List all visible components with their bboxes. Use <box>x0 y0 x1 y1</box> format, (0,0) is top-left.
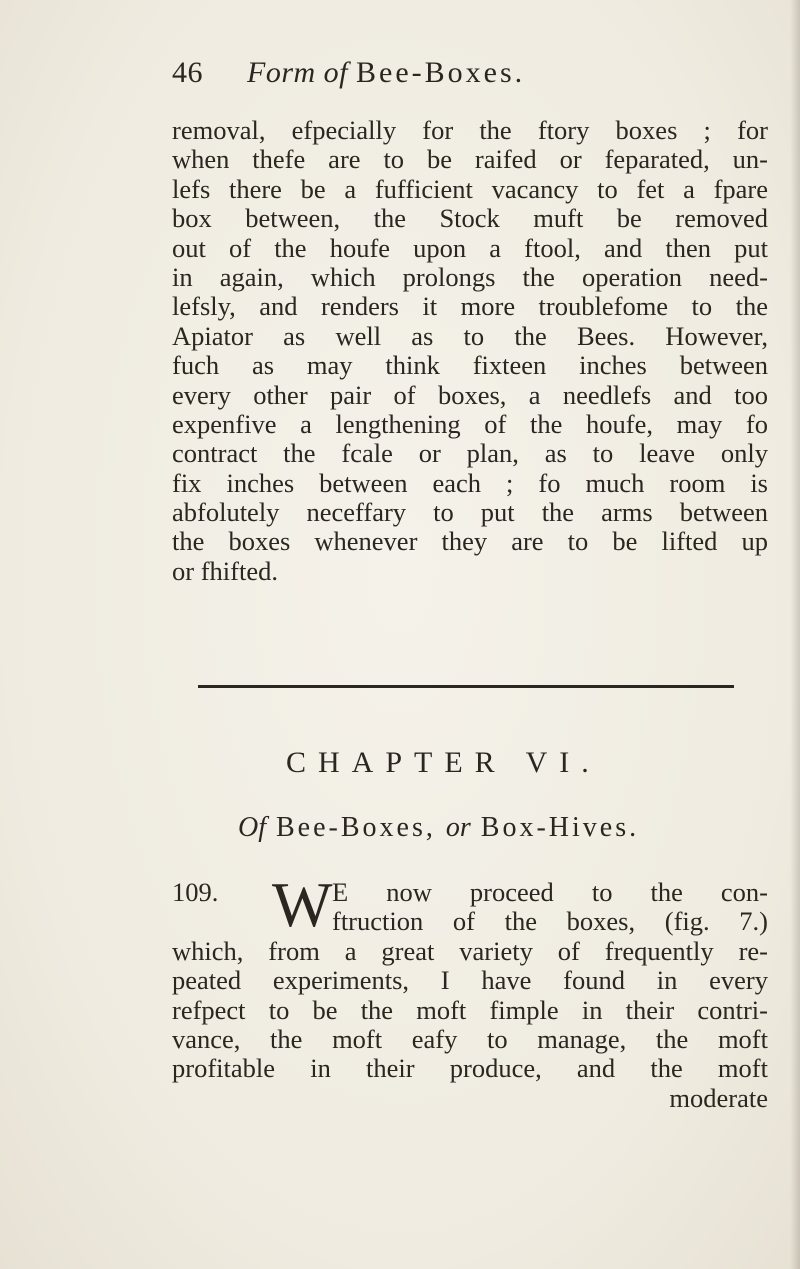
drop-cap: W <box>272 869 333 940</box>
page-edge-shadow <box>790 0 800 1269</box>
text-line: fix inches between each ; fo much room is <box>172 467 768 498</box>
text-line <box>172 878 768 907</box>
text-line: box between, the Stock muft be removed <box>172 203 768 234</box>
running-title-italic: Form of <box>247 56 348 89</box>
text-line: expenfive a lengthening of the houfe, may fo <box>172 408 768 439</box>
text-line: removal, efpecially for the ftory boxes ; for <box>172 115 768 145</box>
text-line: vance, the moft eafy to manage, the moft <box>172 1023 768 1054</box>
text-line: contract the fcale or plan, as to leave only <box>172 438 768 469</box>
text-line: lefs there be a fufficient vacancy to fet a fpare <box>172 173 768 204</box>
catchword: moderate <box>669 1082 768 1113</box>
subtitle-of: Of <box>238 812 266 843</box>
subtitle-main: Bee-Boxes, <box>276 812 436 843</box>
text-line: every other pair of boxes, a needlefs and too <box>172 379 768 410</box>
text-line: when thefe are to be raifed or feparated, un- <box>172 144 768 175</box>
section-number: 109. <box>172 877 219 907</box>
text-line: fuch as may think fixteen inches between <box>172 350 768 381</box>
text-line <box>172 907 768 936</box>
text-line: the boxes whenever they are to be lifted up <box>172 526 768 557</box>
text-line: profitable in their produce, and the moft <box>172 1053 768 1084</box>
paragraph-2 <box>172 869 768 1113</box>
subtitle-end: Box-Hives. <box>480 812 640 843</box>
text-line: refpect to be the moft fimple in their contri- <box>172 994 768 1025</box>
text-line: or fhifted. <box>172 555 278 586</box>
running-head <box>172 56 525 90</box>
second-line-rest: ftruction of the boxes, (fig. 7.) <box>332 906 768 937</box>
page-number: 46 <box>172 56 203 89</box>
text-line: Apiator as well as to the Bees. However, <box>172 320 768 351</box>
text-line: out of the houfe upon a ftool, and then put <box>172 232 768 263</box>
text-line: lefsly, and renders it more troublefome to the <box>172 291 768 322</box>
first-line-rest: E now proceed to the con- <box>332 877 768 907</box>
chapter-heading: CHAPTER VI. <box>286 746 601 779</box>
section-divider-rule <box>198 685 734 688</box>
paragraph-1 <box>172 116 768 586</box>
chapter-subtitle <box>238 812 639 844</box>
subtitle-or: or <box>445 812 471 843</box>
text-line: abfolutely neceffary to put the arms between <box>172 497 768 528</box>
text-line: which, from a great variety of frequently re- <box>172 935 768 966</box>
running-title-caps: Bee-Boxes. <box>356 56 526 89</box>
text-line: in again, which prolongs the operation need- <box>172 261 768 292</box>
text-line: peated experiments, I have found in every <box>172 965 768 996</box>
